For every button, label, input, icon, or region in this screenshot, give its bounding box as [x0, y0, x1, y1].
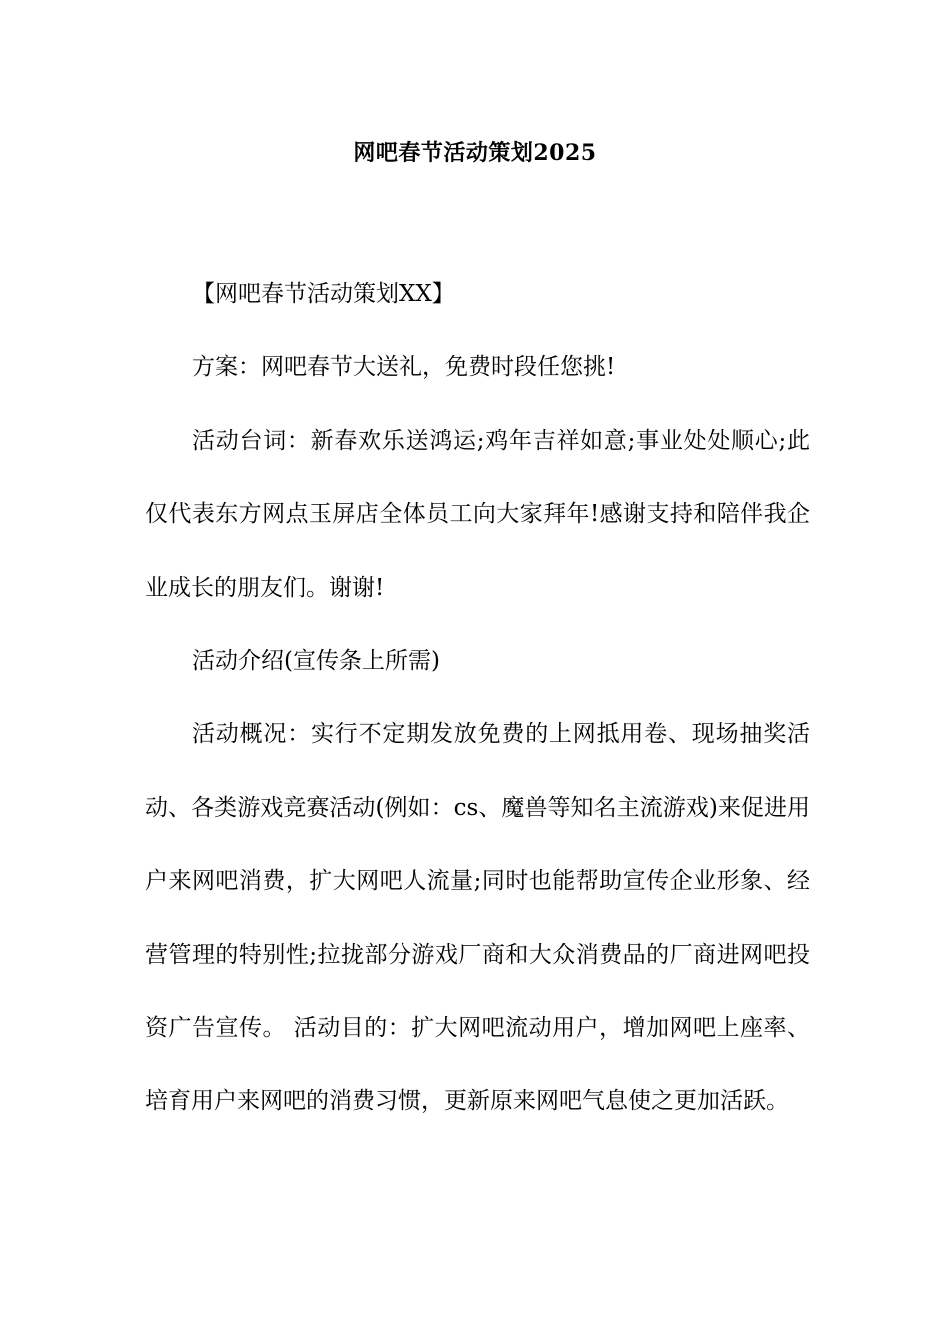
paragraph-plan: 方案：网吧春节大送礼，免费时段任您挑!	[192, 354, 616, 381]
document-body	[145, 258, 810, 1139]
paragraph-slogan: 活动台词：新春欢乐送鸿运;鸡年吉祥如意;事业处处顺心;此仅代表东方网点玉屏店全体员工向大家拜年!感谢支持和陪伴我企业成长的朋友们。谢谢!	[145, 427, 810, 601]
document-title: 网吧春节活动策划2025	[353, 140, 597, 166]
paragraph-overview: 活动概况：实行不定期发放免费的上网抵用卷、现场抽奖活动、各类游戏竞赛活动(例如：cs、魔兽等知名主流游戏)来促进用户来网吧消费，扩大网吧人流量;同时也能帮助宣传企业形象、经营管理的特别性;拉拢部分游戏厂商和大众消费品的厂商进网吧投资广告宣传。 活动目的：扩大网吧流动用户，增加网吧上座率、培育用户来网吧的消费习惯，更新原来网吧气息使之更加活跃。	[145, 721, 810, 1115]
paragraph-intro-heading: 活动介绍(宣传条上所需)	[192, 648, 440, 675]
paragraph-header: 【网吧春节活动策划XX】	[192, 281, 455, 307]
